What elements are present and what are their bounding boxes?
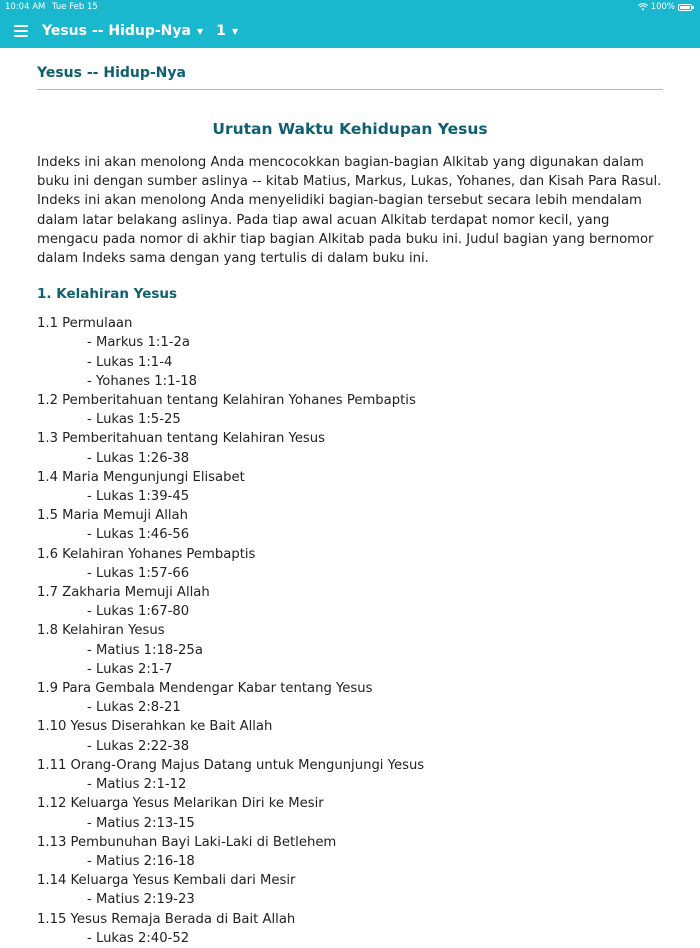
entry-reference: - Lukas 1:39-45 <box>87 489 190 505</box>
wifi-icon <box>638 3 648 11</box>
intro-paragraph: Indeks ini akan menolong Anda mencocokkan bagian-bagian Alkitab yang digunakan dalam buku ini dengan sumber aslinya -- kitab Matius, Markus, Lukas, Yohanes, dan Kisah Para Rasul. Indeks ini akan menolong Anda menyelidiki bagian-bagian tersebut secara lebih mendalam dalam latar belakang aslinya. Pada tiap awal acuan Alkitab terdapat nomor kecil, yang mengacu pada nomor di akhir tiap bagian Alkitab pada buku ini. Judul bagian yang bernomor dalam Indeks sama dengan yang tertulis di dalam buku ini. <box>37 155 662 267</box>
book-selector[interactable] <box>42 23 203 39</box>
chapter-selector[interactable] <box>216 23 238 39</box>
entry-title: 1.10 Yesus Diserahkan ke Bait Allah <box>37 719 273 735</box>
entries-list <box>37 314 663 948</box>
entry-title: 1.3 Pemberitahuan tentang Kelahiran Yesus <box>37 431 326 447</box>
entry-title: 1.2 Pemberitahuan tentang Kelahiran Yohanes Pembaptis <box>37 393 416 409</box>
entry-title: 1.7 Zakharia Memuji Allah <box>37 585 210 601</box>
divider <box>37 89 663 90</box>
entry-title: 1.4 Maria Mengunjungi Elisabet <box>37 469 245 485</box>
entry-reference: - Matius 1:18-25a <box>87 642 203 658</box>
entry-title: 1.9 Para Gembala Mendengar Kabar tentang Yesus <box>37 681 373 697</box>
entry-title: 1.1 Permulaan <box>37 316 133 332</box>
section-title: Urutan Waktu Kehidupan Yesus <box>212 120 488 138</box>
navigation-row <box>14 19 238 43</box>
entry-reference: - Lukas 1:5-25 <box>87 412 181 428</box>
chapter-selector-label: 1 <box>216 23 226 39</box>
entry-reference: - Matius 2:16-18 <box>87 853 195 869</box>
entry-reference: - Lukas 1:46-56 <box>87 527 190 543</box>
entry-reference: - Lukas 1:67-80 <box>87 604 190 620</box>
entry-title: 1.6 Kelahiran Yohanes Pembaptis <box>37 546 256 562</box>
battery-percent: 100% <box>650 2 675 12</box>
entry-reference: - Lukas 2:22-38 <box>87 738 190 754</box>
caret-down-icon: ▼ <box>231 26 239 36</box>
entry-title: 1.14 Keluarga Yesus Kembali dari Mesir <box>37 873 296 889</box>
entry-reference: - Markus 1:1-2a <box>87 335 190 351</box>
entry-reference: - Yohanes 1:1-18 <box>87 373 198 389</box>
entry-title: 1.12 Keluarga Yesus Melarikan Diri ke Mesir <box>37 796 324 812</box>
status-time: 10:04 AM <box>5 2 46 12</box>
entry-title: 1.13 Pembunuhan Bayi Laki-Laki di Betlehem <box>37 834 337 850</box>
caret-down-icon: ▼ <box>196 26 204 36</box>
entry-reference: - Lukas 1:26-38 <box>87 450 190 466</box>
battery-icon <box>678 4 692 11</box>
hamburger-menu-icon[interactable] <box>14 25 28 37</box>
entry-reference: - Matius 2:13-15 <box>87 815 195 831</box>
entry-title: 1.5 Maria Memuji Allah <box>37 508 188 524</box>
top-bar <box>0 0 700 48</box>
entry-reference: - Lukas 2:8-21 <box>87 700 181 716</box>
status-date: Tue Feb 15 <box>52 2 98 12</box>
entry-reference: - Matius 2:1-12 <box>87 777 187 793</box>
entry-reference: - Matius 2:19-23 <box>87 892 195 908</box>
entry-title: 1.8 Kelahiran Yesus <box>37 623 165 639</box>
entry-reference: - Lukas 2:1-7 <box>87 661 173 677</box>
entry-reference: - Lukas 1:1-4 <box>87 354 173 370</box>
subsection-title: 1. Kelahiran Yesus <box>37 286 178 303</box>
status-right <box>638 2 692 12</box>
content-area[interactable] <box>0 48 700 948</box>
status-bar <box>5 2 692 14</box>
book-header: Yesus -- Hidup-Nya <box>37 65 186 81</box>
entry-reference: - Lukas 1:57-66 <box>87 565 190 581</box>
entry-title: 1.11 Orang-Orang Majus Datang untuk Mengunjungi Yesus <box>37 757 425 773</box>
book-selector-label: Yesus -- Hidup-Nya <box>42 23 191 39</box>
entry-reference: - Lukas 2:40-52 <box>87 930 190 946</box>
entry-title: 1.15 Yesus Remaja Berada di Bait Allah <box>37 911 296 927</box>
